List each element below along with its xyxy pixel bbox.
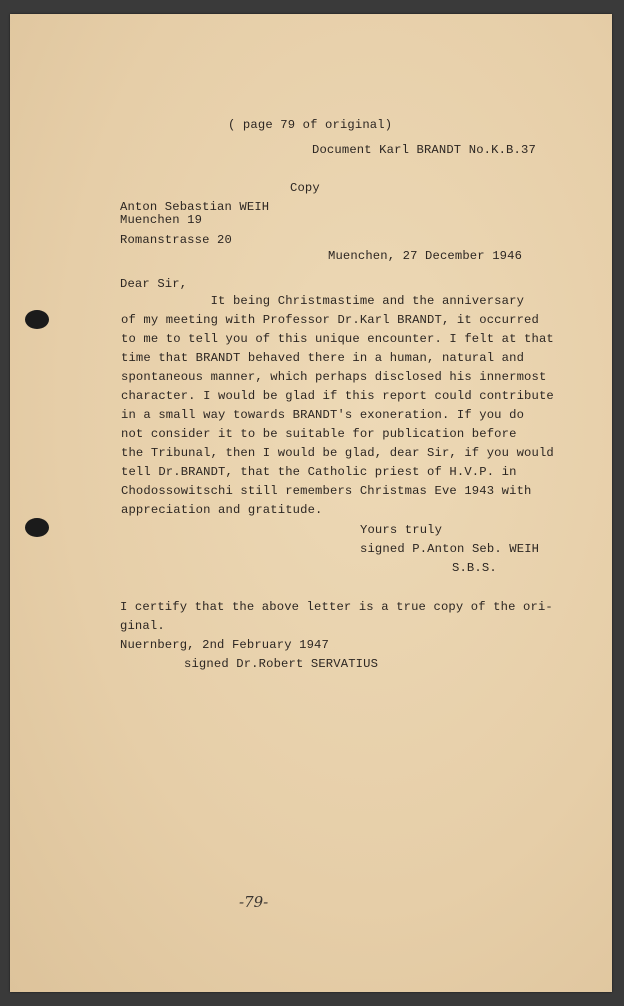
body-line: of my meeting with Professor Dr.Karl BRANDT, it occurred [121,313,539,327]
document-reference: Document Karl BRANDT No.K.B.37 [312,143,536,157]
body-line: tell Dr.BRANDT, that the Catholic priest of H.V.P. in [121,465,517,479]
certification-signature: signed Dr.Robert SERVATIUS [184,657,379,671]
valediction: Yours truly [360,523,443,537]
body-line: time that BRANDT behaved there in a human, natural and [121,351,525,365]
letter-date: Muenchen, 27 December 1946 [328,249,523,263]
sender-street: Romanstrasse 20 [120,233,232,247]
body-line: character. I would be glad if this report could contribute [121,389,554,403]
body-line: not consider it to be suitable for publication before [121,427,517,441]
punch-hole-bottom [25,518,49,537]
page-reference: ( page 79 of original) [228,118,393,132]
body-line: appreciation and gratitude. [121,503,323,517]
certification-line-1: I certify that the above letter is a true copy of the ori- [120,600,553,614]
body-line: the Tribunal, then I would be glad, dear Sir, if you would [121,446,554,460]
certification-place-date: Nuernberg, 2nd February 1947 [120,638,329,652]
body-line: It being Christmastime and the anniversary [121,294,525,308]
punch-hole-top [25,310,49,329]
sender-name: Anton Sebastian WEIH [120,200,270,214]
sender-signature: signed P.Anton Seb. WEIH [360,542,540,556]
body-line: spontaneous manner, which perhaps disclosed his innermost [121,370,547,384]
document-page [10,14,612,992]
body-line: Chodossowitschi still remembers Christmas Eve 1943 with [121,484,532,498]
page-number: -79- [239,893,269,911]
copy-label: Copy [290,181,320,195]
sender-order: S.B.S. [452,561,497,575]
certification-line-2: ginal. [120,619,165,633]
body-line: to me to tell you of this unique encounter. I felt at that [121,332,554,346]
sender-city: Muenchen 19 [120,213,203,227]
body-line: in a small way towards BRANDT's exoneration. If you do [121,408,525,422]
salutation: Dear Sir, [120,277,188,291]
